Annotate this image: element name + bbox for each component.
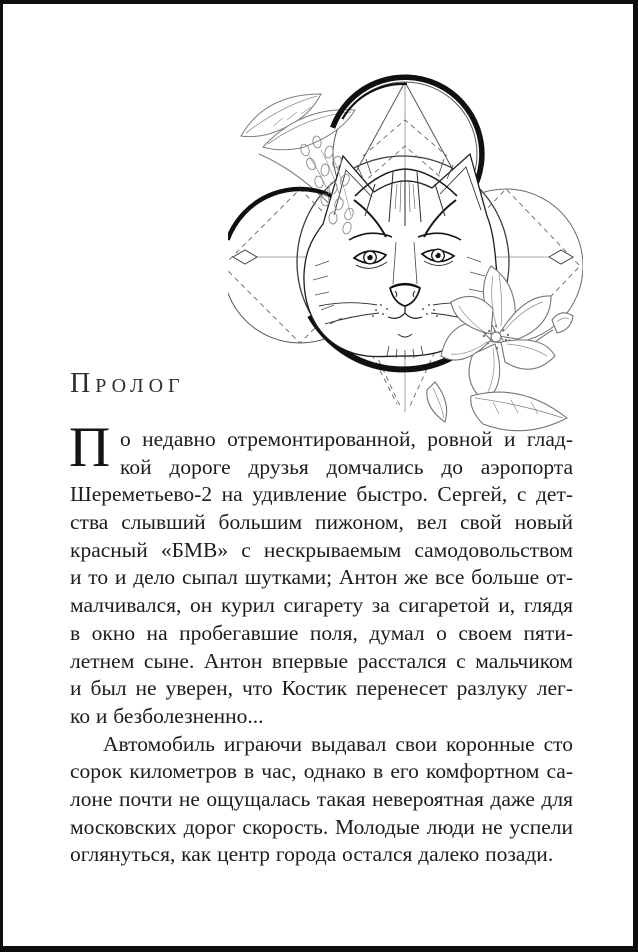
text-line: лоне почти не ощущалась такая невероятная даже для bbox=[70, 786, 573, 811]
text-line: ства слывший большим пижоном, вел свой новый bbox=[70, 510, 573, 535]
text-line: кой дороге друзья домчались до аэропорта bbox=[120, 454, 573, 479]
body-text bbox=[70, 426, 573, 869]
cat-geometric-illustration bbox=[228, 59, 583, 444]
paragraph-1 bbox=[70, 426, 573, 731]
drop-cap-letter: П bbox=[69, 416, 111, 479]
text-line: сорок километров в час, однако в его комфортном са- bbox=[70, 759, 573, 784]
text-line: оглянуться, как центр города остался далеко позади. bbox=[70, 842, 554, 867]
text-line: в окно на пробегавшие поля, думал о своем пяти- bbox=[70, 620, 573, 645]
text-line: летнем сыне. Антон впервые расстался с мальчиком bbox=[70, 648, 573, 673]
text-line: Шереметьево-2 на удивление быстро. Сергей, с дет- bbox=[70, 482, 573, 507]
text-line: и то и дело сыпал шутками; Антон же все больше от- bbox=[70, 565, 573, 590]
text-line: малчивался, он курил сигарету за сигаретой и, глядя bbox=[70, 593, 573, 618]
book-page bbox=[3, 4, 633, 946]
text-line: и был не уверен, что Костик перенесет разлуку лег- bbox=[70, 676, 573, 701]
paragraph-2 bbox=[70, 731, 573, 869]
text-line: московских дорог скорость. Молодые люди не успели bbox=[70, 814, 573, 839]
text-line: ко и безболезненно... bbox=[70, 703, 264, 728]
text-line: Автомобиль играючи выдавал свои коронные сто bbox=[103, 731, 573, 756]
text-line: о недавно отремонтированной, ровной и глад- bbox=[120, 427, 573, 451]
chapter-title: Пролог bbox=[70, 368, 185, 399]
text-line: красный «БМВ» с нескрываемым самодовольством bbox=[70, 537, 573, 562]
